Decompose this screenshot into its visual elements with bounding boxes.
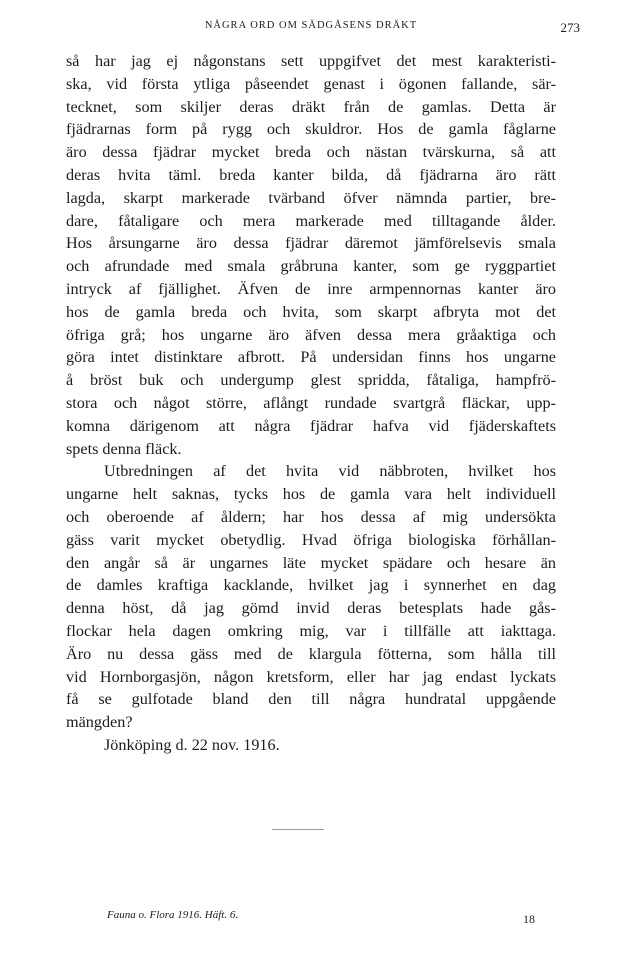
text-line: ungarne helt saknas, tycks hos de gamla vara helt individuell (66, 485, 556, 504)
paragraph-1 (66, 50, 556, 460)
paragraph-2 (66, 460, 556, 734)
text-line: gäss varit mycket obetydlig. Hvad öfriga biologiska förhållan- (66, 530, 556, 549)
text-line: den angår så är ungarnes läte mycket spädare och hesare än (66, 553, 556, 572)
text-line: vid Hornborgasjön, någon kretsform, eller har jag endast lyckats (66, 667, 556, 686)
text-line: så har jag ej någonstans sett uppgifvet det mest karakteristi- (66, 52, 556, 70)
text-line: Äro nu dessa gäss med de klargula fötterna, som hålla till (66, 644, 556, 663)
text-line: denna höst, då jag gömd invid deras betesplats hade gås- (66, 599, 556, 618)
text-line: å bröst buk och undergump glest spridda, fåtaliga, hampfrö- (66, 371, 556, 390)
text-line: komna därigenom att några fjädrar hafva vid fjäderskaftets (66, 416, 556, 435)
footer-source: Fauna o. Flora 1916. Häft. 6. (107, 909, 239, 921)
text-line: ska, vid första ytliga påseendet genast i ögonen fallande, sär- (66, 74, 556, 93)
page-number: 273 (560, 20, 580, 35)
text-line: Utbredningen af det hvita vid näbbroten, hvilket hos (104, 462, 556, 481)
text-line: öfriga grå; hos ungarne äro äfven dessa mera gråaktiga och (66, 325, 556, 344)
text-line: stora och något större, aflångt rundade svartgrå fläckar, upp- (66, 393, 556, 412)
dateline (66, 734, 556, 757)
text-line: få se gulfotade bland den till några hundratal uppgående (66, 690, 556, 709)
running-title: NÅGRA ORD OM SÄDGÅSENS DRÄKT (204, 20, 418, 31)
text-line: lagda, skarpt markerade tvärband öfver nämnda partier, bre- (66, 188, 556, 207)
text-line: intryck af fjällighet. Äfven de inre armpennornas kanter äro (66, 279, 556, 298)
text-line: flockar hela dagen omkring mig, var i tillfälle att iakttaga. (66, 621, 556, 640)
text-line: fjädrarnas form på rygg och skuldror. Hos de gamla fåglarne (66, 120, 556, 139)
section-divider (272, 829, 324, 830)
text-line: och oberoende af åldern; har hos dessa af mig undersökta (66, 507, 556, 526)
text-line: spets denna fläck. (66, 439, 182, 458)
text-line: dare, fåtaligare och mera markerade med tilltagande ålder. (66, 211, 556, 230)
text-line: hos de gamla breda och hvita, som skarpt afbryta mot det (66, 302, 556, 321)
text-line: Jönköping d. 22 nov. 1916. (104, 735, 280, 754)
footer-signature: 18 (523, 912, 535, 926)
text-line: göra intet distinktare afbrott. På undersidan finns hos ungarne (66, 348, 556, 367)
text-line: Hos årsungarne äro dessa fjädrar däremot jämförelsevis smala (66, 234, 556, 253)
text-line: tecknet, som skiljer deras dräkt från de gamlas. Detta är (66, 97, 556, 116)
text-line: deras hvita täml. breda kanter bilda, då fjädrarna äro rätt (66, 165, 556, 184)
text-line: äro dessa fjädrar mycket breda och nästan tvärskurna, så att (66, 143, 556, 162)
text-line: de damles kraftiga kacklande, hvilket jag i synnerhet en dag (66, 576, 556, 595)
body-text (66, 50, 556, 757)
text-line: och afrundade med smala gråbruna kanter, som ge ryggpartiet (66, 257, 556, 276)
text-line: mängden? (66, 713, 133, 732)
